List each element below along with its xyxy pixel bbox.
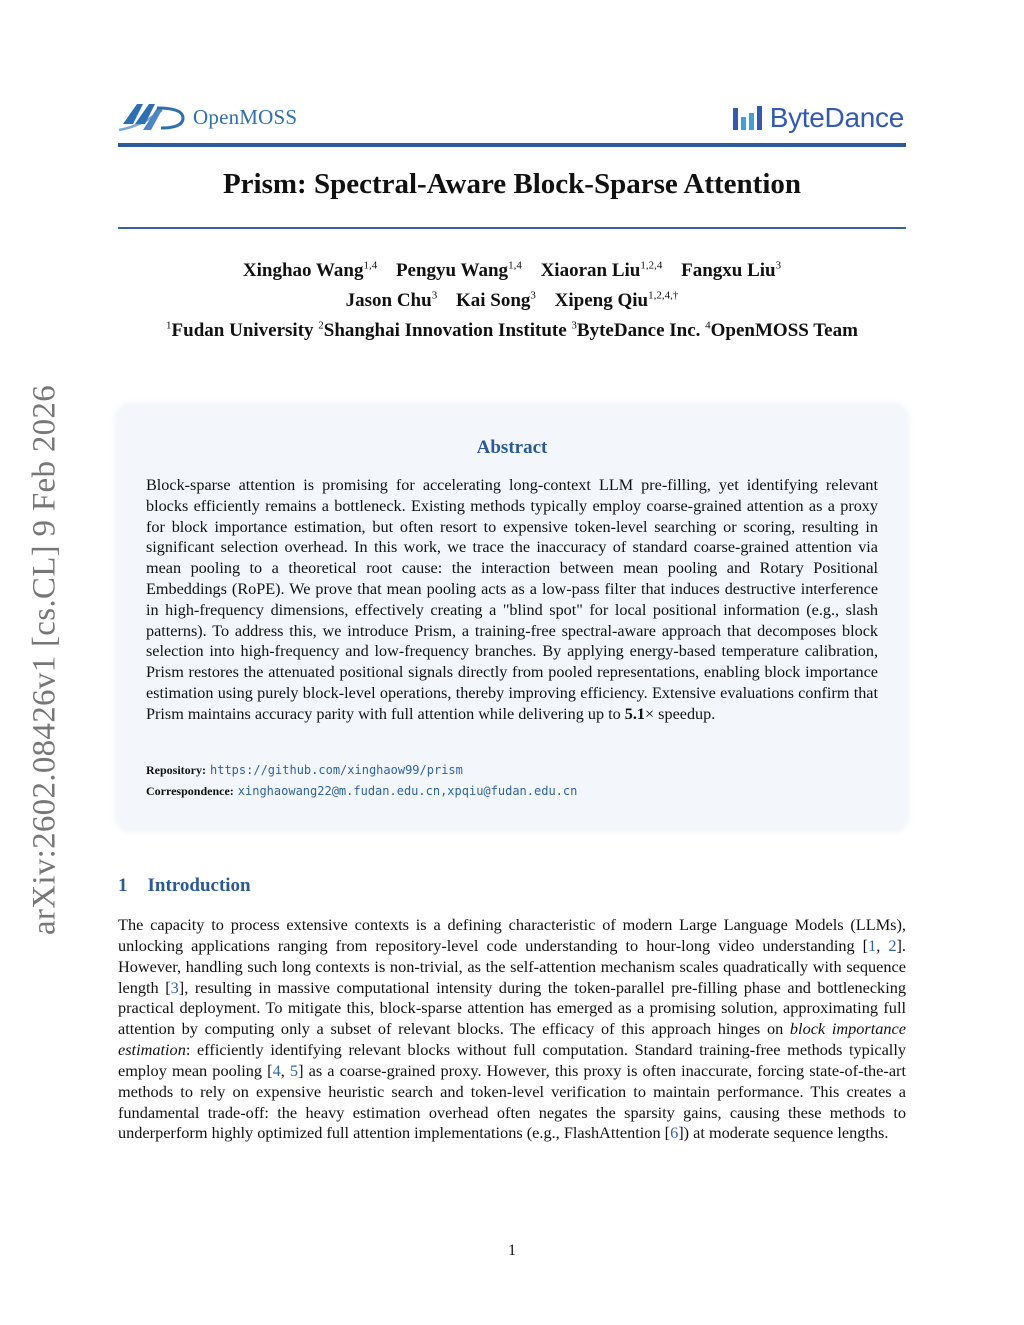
repository-label: Repository: xyxy=(146,763,206,777)
author: Xinghao Wang$^{1,4}$ xyxy=(242,260,378,282)
citation-link[interactable]: 5 xyxy=(289,1060,299,1080)
openmoss-logo-text: OpenMOSS xyxy=(193,104,298,129)
correspondence-emails[interactable]: xinghaowang22@m.fudan.edu.cn,xpqiu@fudan.edu.cn xyxy=(237,784,578,798)
correspondence-label: Correspondence: xyxy=(146,784,234,798)
correspondence-line xyxy=(146,784,577,799)
bytedance-logo-text: ByteDance xyxy=(769,102,904,133)
repository-link[interactable]: https://github.com/xinghaow99/prism xyxy=(210,763,463,777)
introduction-paragraph: The capacity to process extensive contexts is a defining characteristic of modern Large Language Models (LLMs), unlocking applications ranging from repository-level code understanding to hour-long video understanding [1, 2]. However, handling such long contexts is non-trivial, as the self-attention mechanism scales quadratically with sequence length [3], resulting in massive computational intensity during the token-parallel pre-filling phase and bottlenecking practical deployment. To mitigate this, block-sparse attention has emerged as a promising solution, approximating full attention by computing only a subset of relevant blocks. The efficacy of this approach hinges on block importance estimation: efficiently identifying relevant blocks without full computation. Standard training-free methods typically employ mean pooling [4, 5] as a coarse-grained proxy. However, this proxy is often inaccurate, forcing state-of-the-art methods to rely on expensive heuristic search and token-level verification to maintain performance. This creates a fundamental trade-off: the heavy estimation overhead often negates the sparsity gains, causing these methods to underperform highly optimized full attention implementations (e.g., FlashAttention [6]) at moderate sequence lengths. xyxy=(118,915,907,1143)
bytedance-mark-icon xyxy=(732,105,764,131)
paper-title: Prism: Spectral-Aware Block-Sparse Attention xyxy=(222,168,802,200)
repository-line xyxy=(146,763,463,778)
author: Pengyu Wang$^{1,4}$ xyxy=(395,260,522,282)
author: Fangxu Liu$^3$ xyxy=(681,260,782,282)
abstract-heading: Abstract xyxy=(476,437,548,458)
emphasis-text: block importance estimation xyxy=(118,1019,907,1060)
citation-link[interactable]: 6 xyxy=(670,1123,679,1143)
openmoss-mark-icon xyxy=(117,100,187,134)
arxiv-stamp-text: arXiv:2602.08426v1 [cs.CL] 9 Feb 2026 xyxy=(26,384,63,936)
openmoss-logo xyxy=(117,98,297,136)
affiliation: $^2$Shanghai Innovation Institute xyxy=(318,319,567,341)
page-number: 1 xyxy=(508,1242,516,1259)
citation-link[interactable]: 2 xyxy=(888,935,897,955)
author: Xipeng Qiu$^{1,2,4,\dagger}$ xyxy=(554,289,679,312)
section-title: Introduction xyxy=(147,875,251,896)
speedup-value: 5.1 xyxy=(624,704,645,723)
affiliation: $^3$ByteDance Inc. xyxy=(571,319,701,341)
affiliation: $^4$OpenMOSS Team xyxy=(705,319,858,341)
section-number: 1 xyxy=(118,875,128,896)
author-block xyxy=(110,254,914,343)
author: Jason Chu$^3$ xyxy=(345,289,438,312)
title-rule xyxy=(118,227,906,229)
affiliation: $^1$Fudan University xyxy=(166,319,314,341)
header-rule xyxy=(118,143,906,147)
author-line-1 xyxy=(110,254,914,284)
affiliation-line xyxy=(110,314,914,344)
author: Kai Song$^3$ xyxy=(455,289,536,312)
abstract-text: Block-sparse attention is promising for accelerating long-context LLM pre-filling, yet identifying relevant blocks efficiently remains a bottleneck. Existing methods typically employ coarse-grained attention as a proxy for block importance estimation, but often resort to expensive token-level searching or scoring, resulting in significant selection overhead. In this work, we trace the inaccuracy of standard coarse-grained attention via mean pooling to a theoretical root cause: the interaction between mean pooling and Rotary Positional Embeddings (RoPE). We prove that mean pooling acts as a low-pass filter that induces destructive interference in high-frequency dimensions, effectively creating a "blind spot" for local positional information (e.g., slash patterns). To address this, we introduce Prism, a training-free spectral-aware approach that decomposes block selection into high-frequency and low-frequency branches. By applying energy-based temperature calibration, Prism restores the attenuated positional signals directly from pooled representations, enabling block importance estimation using purely block-level operations, thereby improving efficiency. Extensive evaluations confirm that Prism maintains accuracy parity with full attention while delivering up to 5.1× speedup. xyxy=(146,476,878,723)
author: Xiaoran Liu$^{1,2,4}$ xyxy=(540,260,663,282)
author-line-2 xyxy=(110,284,914,314)
citation-link[interactable]: 4 xyxy=(272,1060,281,1080)
citation-link[interactable]: 3 xyxy=(170,977,179,997)
bytedance-logo xyxy=(732,100,904,136)
citation-link[interactable]: 1 xyxy=(868,935,877,955)
section-heading-introduction xyxy=(118,875,251,897)
